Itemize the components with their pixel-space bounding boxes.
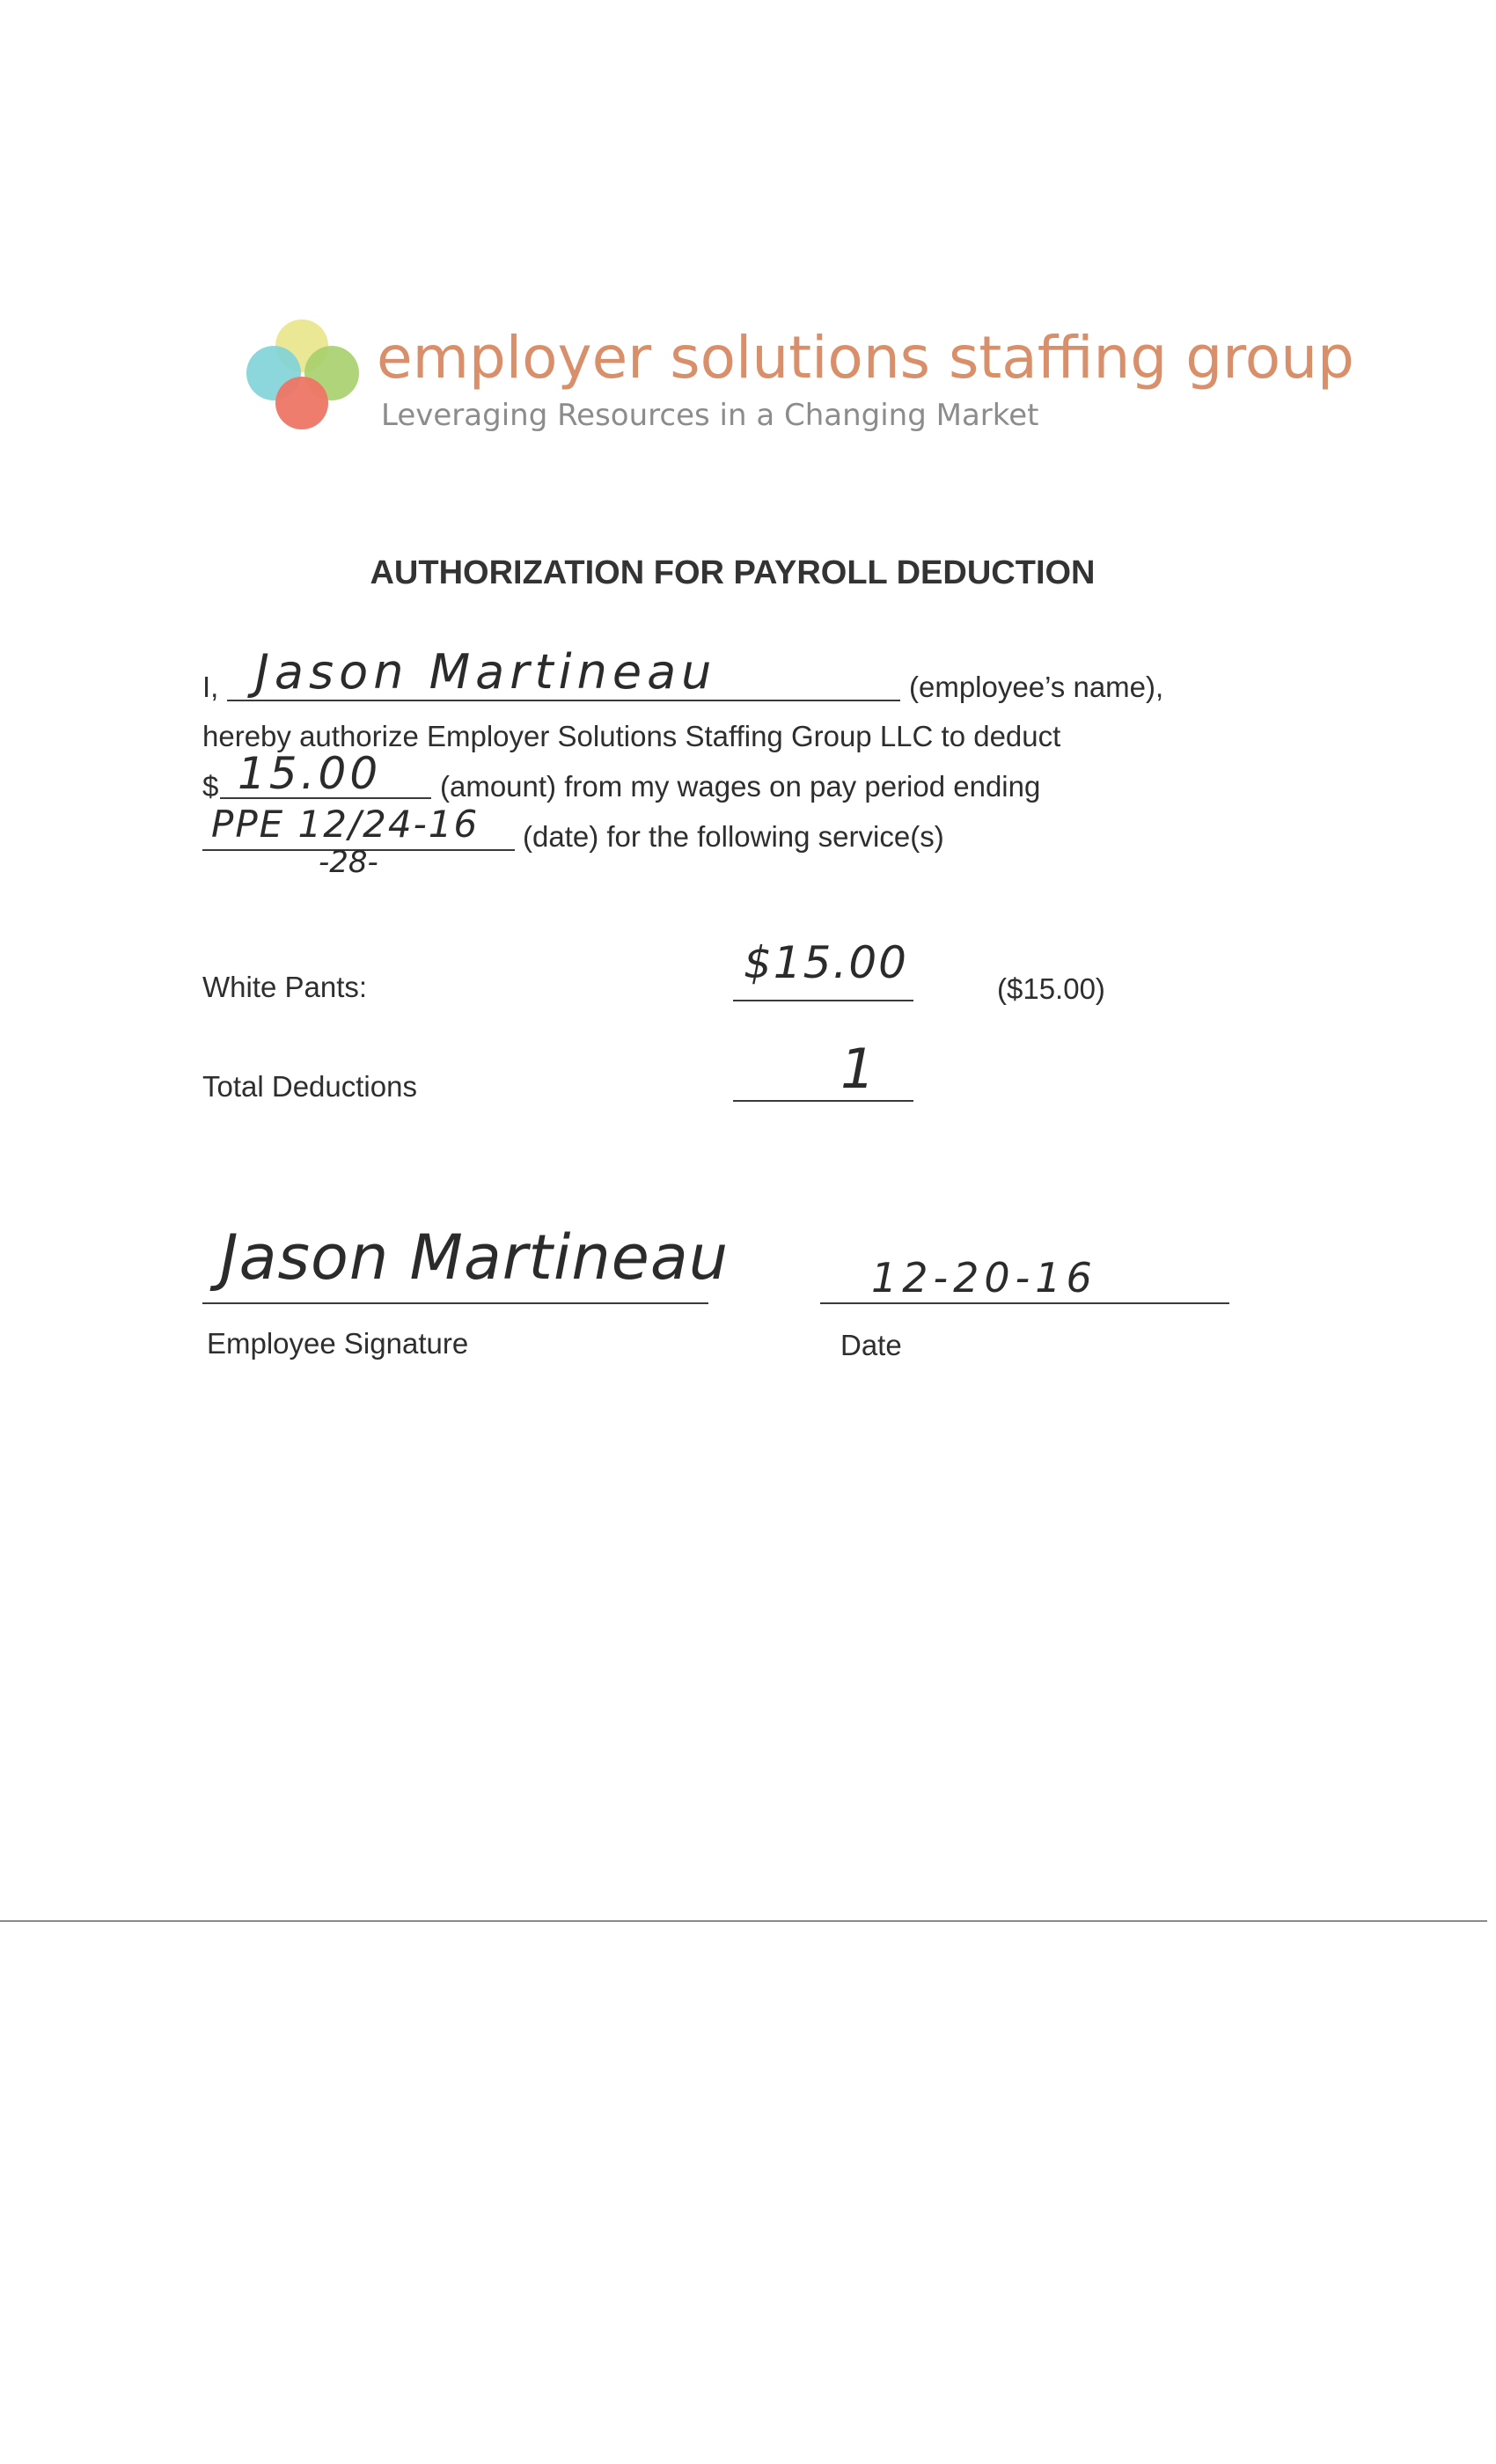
amount-handwritten: 15.00 [238, 748, 382, 799]
service-amount-line [733, 1000, 913, 1001]
page-divider [0, 1920, 1487, 1922]
pay-period-correction: -28- [319, 845, 378, 880]
employee-name-label: (employee’s name), [909, 671, 1164, 703]
total-line [733, 1100, 913, 1102]
authorize-text: hereby authorize Employer Solutions Staffing Group LLC to deduct [202, 720, 1061, 752]
employee-name-handwritten: Jason Martineau [255, 644, 717, 700]
service-amount-handwritten: $15.00 [744, 937, 908, 988]
company-name: employer solutions staffing group [377, 324, 1354, 392]
i-prefix: I, [202, 671, 219, 703]
total-handwritten: 1 [840, 1037, 876, 1101]
service-label: White Pants: [202, 971, 368, 1003]
amount-label: (amount) from my wages on pay period ending [440, 770, 1041, 803]
form-title: AUTHORIZATION FOR PAYROLL DEDUCTION [370, 554, 1096, 591]
employee-name-line [227, 700, 900, 701]
logo-circle-red [275, 377, 328, 429]
company-logo-mark [242, 315, 374, 438]
signature-line [202, 1302, 708, 1304]
service-price: ($15.00) [997, 972, 1105, 1005]
date-line [820, 1302, 1229, 1304]
date-caption: Date [840, 1329, 902, 1361]
dollar-sign: $ [202, 770, 219, 803]
total-label: Total Deductions [202, 1070, 417, 1103]
date-label: (date) for the following service(s) [523, 820, 944, 853]
company-tagline: Leveraging Resources in a Changing Market [381, 398, 1039, 433]
signature-label: Employee Signature [207, 1327, 469, 1360]
pay-period-handwritten: PPE 12/24-16 [211, 803, 480, 846]
signed-date-handwritten: 12-20-16 [871, 1254, 1097, 1302]
employee-signature-handwritten: Jason Martineau [220, 1221, 730, 1294]
